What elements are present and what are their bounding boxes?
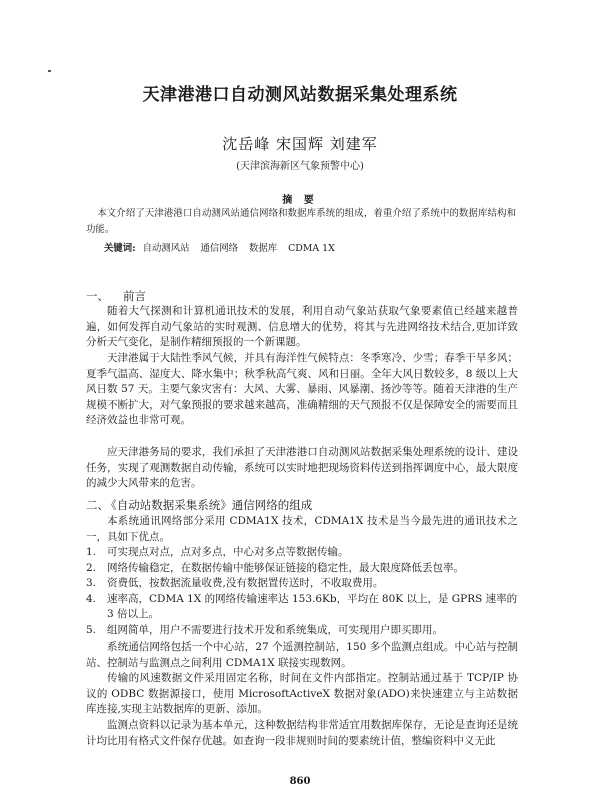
list-item <box>86 623 518 639</box>
body-paragraph: 随着大气探测和计算机通讯技术的发展，利用自动气象站获取气象要素值已经越来越普遍，如何发挥自动气象站的实时观测、信息增大的优势，将其与先进网络技术结合,更加详致分析天气变化，是制作精细预报的一个新课题。 <box>86 305 518 348</box>
list-number: 4. <box>86 592 97 605</box>
list-text: 网络传输稳定，在数据传输中能够保证链接的稳定性，最大限度降低丢包率。 <box>107 561 464 574</box>
list-item <box>86 545 518 561</box>
body-paragraph: 传输的风速数据文件采用固定名称，时间在文件内部指定。控制站通过基于 TCP/IP 协议的 ODBC 数据源接口，使用 MicrosoftActiveX 数据对象(ADO)来快速建立与主站数据库连接,实现主站数据库的更新、添加。 <box>86 672 518 715</box>
body-paragraph: 本系统通讯网络部分采用 CDMA1X 技术，CDMA1X 技术是当今最先进的通讯技术之一，具如下优点。 <box>86 515 518 543</box>
abstract-body: 本文介绍了天津港港口自动测风站通信网络和数据库系统的组成，着重介绍了系统中的数据库结构和功能。 <box>86 208 516 235</box>
list-number: 5. <box>86 623 97 636</box>
body-paragraph: 应天津港务局的要求，我们承担了天津港港口自动测风站数据采集处理系统的设计、建设任务，实现了观测数据自动传输，系统可以实时地把现场资料传送到指挥调度中心，最大限度的减少大风带来的危害。 <box>86 446 518 489</box>
section-title: 前言 <box>123 289 146 303</box>
section-number: 一、 <box>86 289 109 303</box>
list-text: 可实现点对点，点对多点，中心对多点等数据传输。 <box>107 546 349 558</box>
author-line: 沈岳峰 宋国辉 刘建军 <box>222 135 378 153</box>
section-title: 《自动站数据采集系统》通信网络的组成 <box>111 498 313 512</box>
section-heading-2 <box>86 497 312 513</box>
scan-speck <box>48 70 51 72</box>
affiliation: (天津滨海新区气象预警中心) <box>236 161 364 172</box>
list-item <box>86 576 518 592</box>
keyword: 通信网络 <box>200 243 238 254</box>
list-text: 组网简单，用户不需要进行技术开发和系统集成，可实现用户即买即用。 <box>107 623 443 636</box>
feature-list <box>86 545 518 639</box>
paper-title: 天津港港口自动测风站数据采集处理系统 <box>142 85 458 105</box>
list-number: 1. <box>86 546 97 558</box>
list-text: 速率高，CDMA 1X 的网络传输速率达 153.6Kb，平均在 80K 以上，是 GPRS 速率的 3 倍以上。 <box>107 592 518 621</box>
body-paragraph: 监测点资料以记录为基本单元，这种数据结构非常适宜用数据库保存，无论是查询还是统计均比用有格式文件保存优越。如查询一段非规则时间的要素统计值，整编资料中义无此 <box>86 719 518 747</box>
keyword: CDMA 1X <box>288 243 335 254</box>
keywords <box>104 240 343 254</box>
body-paragraph: 天津港属于大陆性季风气候，并具有海洋性气候特点：冬季寒冷、少雪；春季干旱多风；夏季气温高、湿度大、降水集中；秋季秋高气爽、风和日丽。全年大风日数较多，8 级以上大风日数 57 天。主要气象灾害有：大风、大雾、暴雨、风暴潮、扬沙等等。随着天津港的生产规模不断扩大，对气象预报的要求越来越高，准确精细的天气预报不仅是保障安全的需要而且经济效益也非常可观。 <box>86 352 518 426</box>
section-heading-1 <box>86 288 146 304</box>
list-item <box>86 561 518 577</box>
abstract-heading: 摘 要 <box>282 195 318 206</box>
keywords-label: 关键词: <box>104 243 136 254</box>
keyword: 自动测风站 <box>142 243 190 254</box>
keyword: 数据库 <box>248 243 278 254</box>
section-number: 二、 <box>86 498 109 512</box>
page-number: 860 <box>289 776 311 787</box>
list-number: 2. <box>86 561 97 574</box>
list-item <box>86 592 518 623</box>
body-paragraph: 系统通信网络包括一个中心站，27 个遥测控制站，150 多个监测点组成。中心站与控制站、控制站与监测点之间利用 CDMA1X 联接实现数网。 <box>86 641 518 669</box>
list-text: 资费低，按数据流量收费,没有数据置传送时，不收取费用。 <box>107 577 384 590</box>
list-number: 3. <box>86 577 97 590</box>
